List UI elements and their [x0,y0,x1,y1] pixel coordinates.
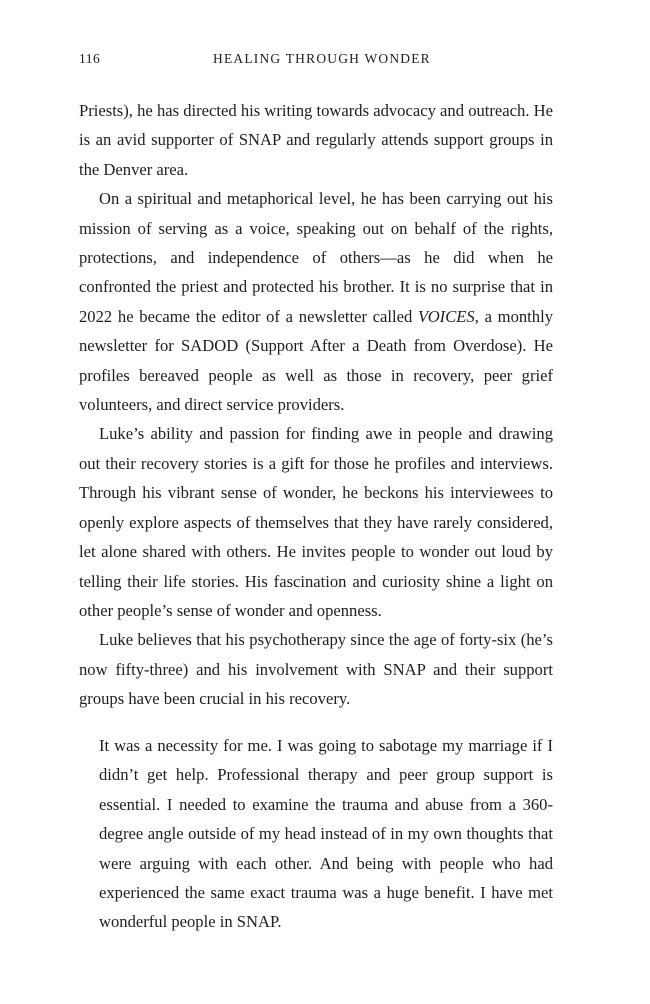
newsletter-title: VOICES [418,306,475,326]
paragraph-text: , a monthly newsletter for SADOD (Support After a Death from Overdose). He profiles bereaved people as well as those in recovery, peer grief volunteers, and direct service providers. [79,306,553,415]
body-text [79,96,553,714]
paragraph-text: On a spiritual and metaphorical level, he has been carrying out his mission of serving as a voice, speaking out on behalf of the rights, protections, and independence of others—as he did when he confronted the priest and protected his brother. It is no surprise that in 2022 he became the editor of a newsletter called [79,189,553,326]
running-title: HEALING THROUGH WONDER [213,51,431,66]
paragraph-continued: Priests), he has directed his writing towards advocacy and outreach. He is an avid supporter of SNAP and regularly attends support groups in the Denver area. [79,101,553,179]
block-quote [99,731,553,937]
paragraph-psychotherapy: Luke believes that his psychotherapy since the age of forty-six (he’s now fifty-three) and his involvement with SNAP and their support groups have been crucial in his recovery. [79,630,553,709]
paragraph-awe: Luke’s ability and passion for finding awe in people and drawing out their recovery stories is a gift for those he profiles and interviews. Through his vibrant sense of wonder, he beckons his interviewees to openly explore aspects of themselves that they have rarely considered, let alone shared with others. He invites people to wonder out loud by telling their life stories. His fascination and curiosity shine a light on other people’s sense of wonder and openness. [79,424,553,620]
page-number: 116 [79,51,101,66]
paragraph-spiritual-level [79,184,553,419]
quote-text: It was a necessity for me. I was going to sabotage my marriage if I didn’t get help. Professional therapy and peer group support is essential. I needed to examine the trauma and abuse from a 360-degree angle outside of my head instead of in my own thoughts that were arguing with each other. And being with people who had experienced the same exact trauma was a huge benefit. I have met wonderful people in SNAP. [99,736,553,932]
running-head [79,51,553,71]
